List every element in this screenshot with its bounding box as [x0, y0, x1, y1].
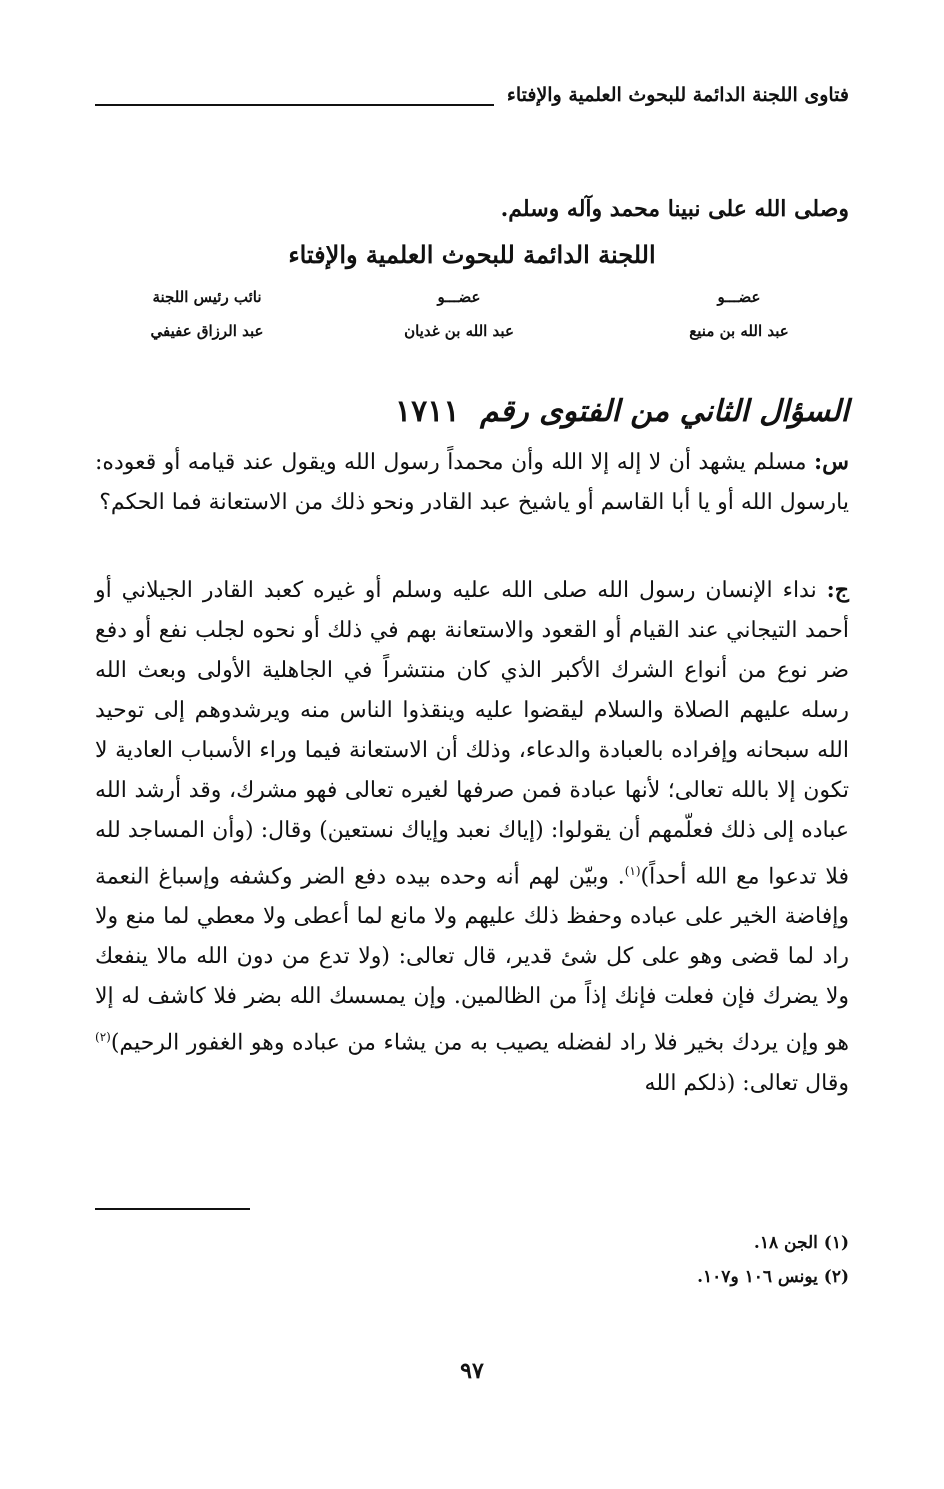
signatory-role: عضـــو — [717, 288, 761, 306]
committee-name: اللجنة الدائمة للبحوث العلمية والإفتاء — [288, 240, 656, 269]
signatory-name: عبد الرزاق عفيفي — [150, 322, 264, 340]
signatory — [629, 283, 849, 345]
question-heading — [95, 394, 849, 429]
fatwa-number: ١٧١١ — [395, 394, 460, 429]
header-rule — [95, 104, 494, 106]
question-text: مسلم يشهد أن لا إله إلا الله وأن محمداً رسول الله ويقول عند قيامه أو قعوده: يارسول الله أو يا أبا القاسم أو ياشيخ عبد القادر ونحو ذلك من الاستعانة فما الحكم؟ — [95, 450, 849, 515]
closing-line: وصلى الله على نبينا محمد وآله وسلم. — [500, 196, 849, 222]
signatory-role: نائب رئيس اللجنة — [152, 288, 262, 306]
page-number: ٩٧ — [460, 1358, 484, 1384]
answer-text-part-1: نداء الإنسان رسول الله صلى الله عليه وسلم أو غيره كعبد القادر الجيلاني أو أحمد التيجاني عند القيام أو القعود والاستعانة بهم في ذلك أو نحوه لجلب نفع أو دفع ضر نوع من أنواع الشرك الأكبر الذي كان منتشراً في الجاهلية الأولى وبعث الله رسله عليهم الصلاة والسلام ليقضوا عليه وينقذوا الناس منه ويرشدوهم إلى توحيد الله سبحانه وإفراده بالعبادة والدعاء، وذلك أن الاستعانة فيما وراء الأسباب العادية لا تكون إلا بالله تعالى؛ لأنها عبادة فمن صرفها لغيره تعالى فهو مشرك، وقد أرشد الله عباده إلى ذلك فعلّمهم أن يقولوا: (إياك نعبد وإياك نستعين) وقال: (وأن المساجد لله فلا تدعوا مع الله أحداً) — [95, 578, 850, 890]
footnote-ref-1: (١) — [624, 864, 641, 878]
footnote: (١) الجن ١٨. — [753, 1233, 849, 1253]
signatory — [97, 283, 317, 345]
footnote: (٢) يونس ١٠٦ و١٠٧. — [697, 1267, 849, 1287]
answer-label: ج: — [826, 577, 849, 603]
answer-text-part-3: وقال تعالى: (ذلكم الله — [644, 1070, 849, 1096]
footnotes — [95, 1226, 849, 1294]
question-paragraph — [95, 442, 849, 523]
running-header-title: فتاوى اللجنة الدائمة للبحوث العلمية والإفتاء — [506, 84, 849, 106]
footnote-rule — [95, 1208, 250, 1210]
question-heading-text: السؤال الثاني من الفتوى رقم — [479, 394, 849, 429]
signatory-role: عضـــو — [437, 288, 481, 306]
signatories — [95, 283, 849, 353]
signatory-name: عبد الله بن غديان — [404, 322, 514, 340]
signatory — [349, 283, 569, 345]
footnote-ref-2: (٢) — [95, 1030, 111, 1045]
running-header — [95, 84, 849, 114]
question-label: س: — [814, 449, 849, 475]
answer-paragraph — [95, 570, 849, 1104]
signatory-name: عبد الله بن منيع — [689, 322, 789, 340]
answer-text-part-2: . وبيّن لهم أنه وحده بيده دفع الضر وكشفه وإسباغ النعمة وإفاضة الخير على عباده وحفظ ذلك عليهم ولا مانع لما أعطى ولا معطي لما منع ولا راد لما قضى وهو على كل شئ قدير، قال تعالى: (ولا تدع من دون الله مالا ينفعك ولا يضرك فإن فعلت فإنك إذاً من الظالمين. وإن يمسسك الله بضر فلا كاشف له إلا هو وإن يردك بخير فلا راد لفضله يصيب به من يشاء من عباده وهو الغفور الرحيم) — [95, 864, 850, 1056]
